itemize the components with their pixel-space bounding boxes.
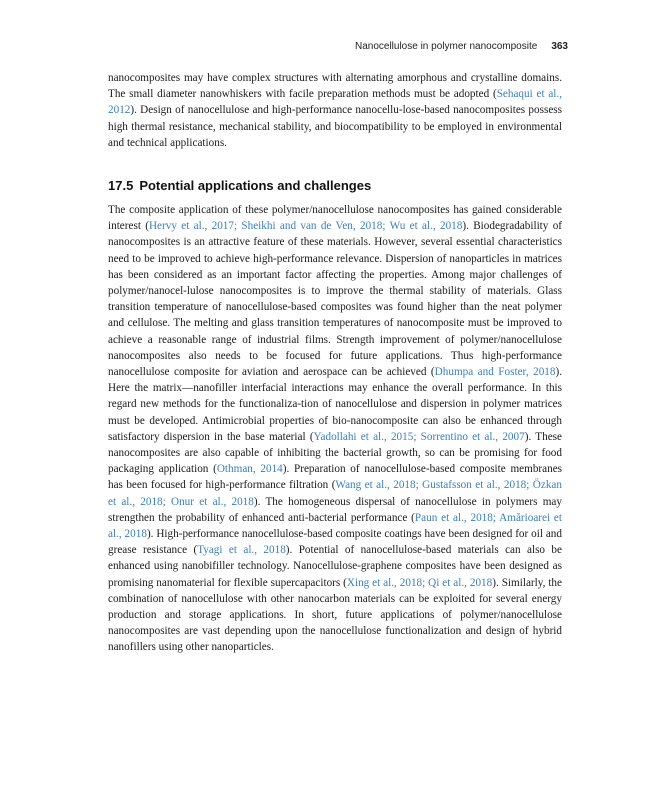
paragraph-text: ). These nanocomposites are also capable of inhibiting the bacterial growth, so can be promising for food packaging application ( — [108, 430, 562, 476]
running-head — [108, 41, 568, 52]
citation-link[interactable]: Xing et al., 2018; Qi et al., 2018 — [346, 576, 493, 589]
section-heading — [108, 178, 562, 193]
citation-link[interactable]: Dhumpa and Foster, 2018 — [434, 366, 556, 379]
paragraph-text: ). Similarly, the combination of nanocellulose with other nanocarbon materials can be exploited for several energy production and storage applications. In short, future applications of polymer/nanocellulose nanocomposites are vast depending upon the nanocellulose functionalization and design of hybrid nanofillers using other nanoparticles. — [108, 576, 562, 654]
page-number: 363 — [551, 41, 568, 52]
citation-link[interactable]: Wang et al., 2018; Gustafsson et al., 2018; Özkan et al., 2018; Onur et al., 2018 — [108, 479, 562, 508]
citation-link[interactable]: Sehaqui et al., 2012 — [108, 88, 562, 117]
paragraph-1 — [108, 70, 562, 151]
citation-link[interactable]: Paun et al., 2018; Amărioarei et al., 2018 — [108, 511, 562, 541]
citation-link[interactable]: Hervy et al., 2017; Sheikhi and van de Ven, 2018; Wu et al., 2018 — [148, 220, 463, 233]
section-title: Potential applications and challenges — [139, 178, 372, 193]
running-head-title: Nanocellulose in polymer nanocomposite — [354, 41, 538, 52]
paragraph-text: ). Here the matrix—nanofiller interfacial interactions may enhance the overall performance. In this regard new methods for the functionaliza-tion of nanocellulose and dispersion in polymer matrices must be developed. Antimicrobial properties of bio-nanocomposite can also be enhanced through satisfactory dispersion in the base material ( — [108, 366, 563, 443]
citation-link[interactable]: Tyagi et al., 2018 — [197, 544, 286, 557]
section-number: 17.5 — [108, 178, 134, 193]
paragraph-text: ). Design of nanocellulose and high-performance nanocellu-lose-based nanocomposites possess high thermal resistance, mechanical stability, and biocompatibility to be employed in environmental and technical applications. — [108, 104, 562, 149]
paragraph-2 — [108, 202, 562, 656]
paragraph-text: nanocomposites may have complex structures with alternating amorphous and crystalline domains. The small diameter nanowhiskers with facile preparation methods must be adopted ( — [108, 72, 562, 101]
paragraph-text: ). Potential of nanocellulose-based materials can also be enhanced using nanobifiller technology. Nanocellulose-graphene composites have been designed as promising nanomaterial for flexible supercapacitors ( — [108, 544, 562, 589]
citation-link[interactable]: Othman, 2014 — [216, 463, 283, 476]
paragraph-text: ). Preparation of nanocellulose-based composite membranes has been focused for high-performance filtration ( — [108, 463, 563, 492]
paragraph-text: ). The homogeneous dispersal of nanocellulose in polymers may strengthen the probability of enhanced anti-bacterial performance ( — [108, 495, 562, 524]
paragraph-text: ). Biodegradability of nanocomposites is an attractive feature of these materials. However, several essential characteristics need to be improved to achieve high-performance relevance. Dispersion of nanoparticles in matrices has been considered as an important factor affecting the properties. Among major challenges of polymer/nanocel-lulose nanocomposites is to improve the thermal stability of materials. Glass transition temperature of nanocellulose-based composites was found higher than the neat polymer and cellulose. The melting and glass transition temperatures of nanocomposite must be improved to achieve a reasonable range of industrial films. Strength improvement of polymer/nanocellulose nanocomposites also needs to be focused for future applications. Thus high-performance nanocellulose composite for aviation and aerospace can be achieved ( — [108, 220, 563, 379]
paragraph-text: The composite application of these polymer/nanocellulose nanocomposites has gained considerable interest ( — [108, 204, 562, 233]
paragraph-text: ). High-performance nanocellulose-based composite coatings have been designed for oil and grease resistance ( — [108, 528, 562, 557]
citation-link[interactable]: Yadollahi et al., 2015; Sorrentino et al., 2007 — [313, 430, 525, 443]
